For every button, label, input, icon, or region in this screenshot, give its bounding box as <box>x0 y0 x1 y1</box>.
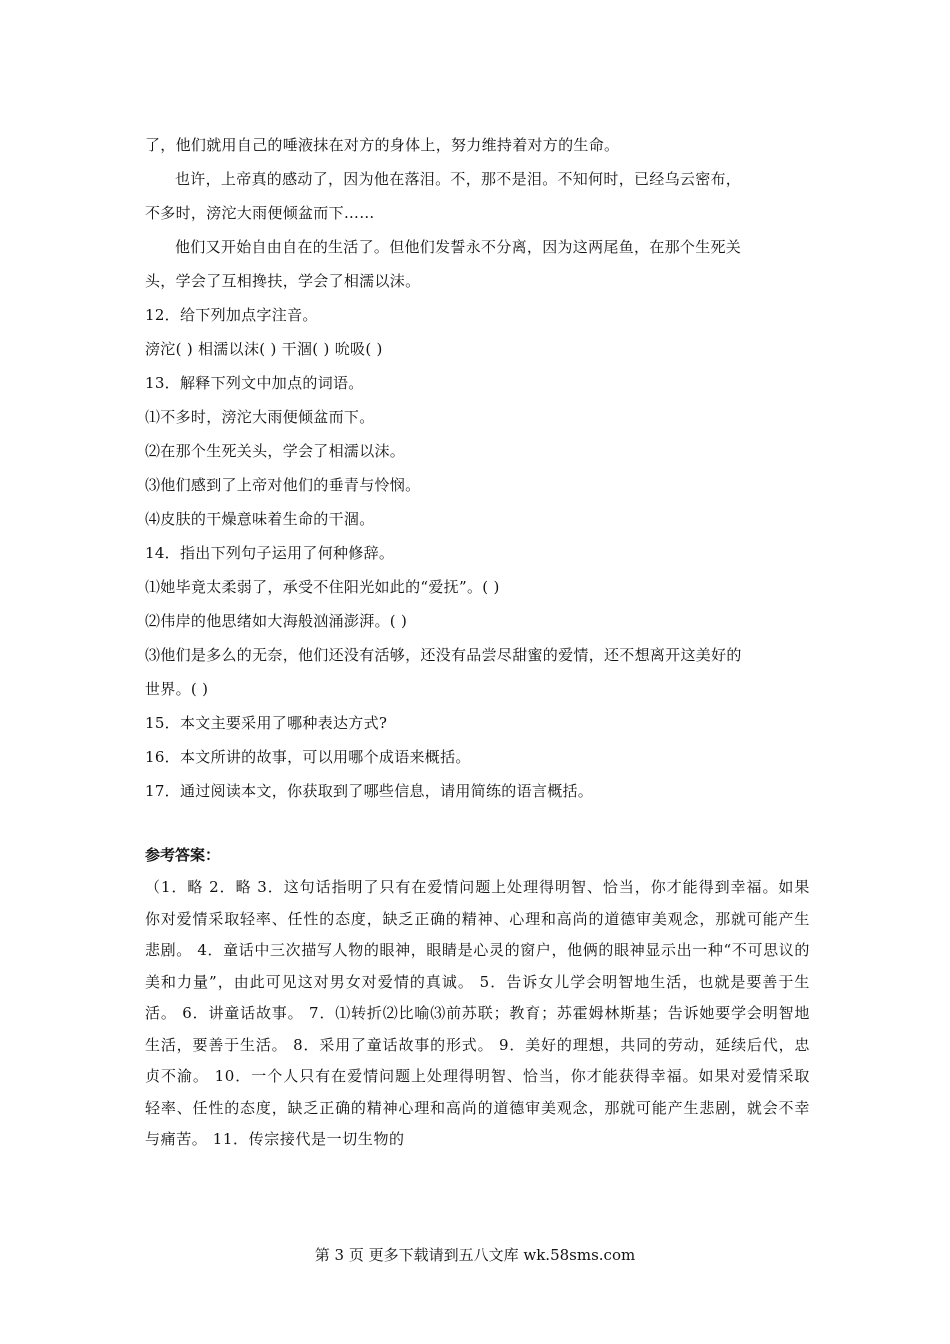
question-14-item-cont: 世界。( ) <box>145 680 209 698</box>
answers-heading: 参考答案： <box>145 846 221 864</box>
question-12-items: 滂沱( ) 相濡以沫( ) 干涸( ) 吮吸( ) <box>145 340 383 358</box>
answers-text: （1．略 2．略 3．这句话指明了只有在爱情问题上处理得明智、恰当，你才能得到幸福。如果你对爱情采取轻率、任性的态度，缺乏正确的精神、心理和高尚的道德审美观念，那就可能产生悲剧。 4．童话中三次描写人物的眼神，眼睛是心灵的窗户，他俩的眼神显示出一种“不可思议的美和力量”，由此可见这对男女对爱情的真诚。 5．告诉女儿学会明智地生活，也就是要善于生活。 6．讲童话故事。 7．⑴转折⑵比喻⑶前苏联；教育；苏霍姆林斯基；告诉她要学会明智地生活，要善于生活。 8．采用了童话故事的形式。 9．美好的理想，共同的劳动，延续后代，忠贞不渝。 10．一个人只有在爱情问题上处理得明智、恰当，你才能获得幸福。如果对爱情采取轻率、任性的态度，缺乏正确的精神心理和高尚的道德审美观念，那就可能产生悲剧，就会不幸与痛苦。 11．传宗接代是一切生物的 <box>145 878 810 1148</box>
section-gap <box>145 808 810 838</box>
page-content <box>145 128 810 1156</box>
question-12: 12．给下列加点字注音。 <box>145 306 318 324</box>
question-15: 15．本文主要采用了哪种表达方式? <box>145 714 388 732</box>
question-13-item: ⑷皮肤的干燥意味着生命的干涸。 <box>145 510 375 528</box>
question-14-item: ⑵伟岸的他思绪如大海般汹涌澎湃。( ) <box>145 612 408 630</box>
story-line: 头，学会了互相搀扶，学会了相濡以沫。 <box>145 272 421 290</box>
story-line: 他们又开始自由自在的生活了。但他们发誓永不分离，因为这两尾鱼，在那个生死关 <box>175 238 742 256</box>
question-13-item: ⑶他们感到了上帝对他们的垂青与怜悯。 <box>145 476 421 494</box>
story-line: 也许，上帝真的感动了，因为他在落泪。不，那不是泪。不知何时，已经乌云密布， <box>175 170 742 188</box>
question-14-item: ⑶他们是多么的无奈，他们还没有活够，还没有品尝尽甜蜜的爱情，还不想离开这美好的 <box>145 646 742 664</box>
question-17: 17．通过阅读本文，你获取到了哪些信息，请用简练的语言概括。 <box>145 782 594 800</box>
page-footer: 第 3 页 更多下载请到五八文库 wk.58sms.com <box>314 1246 636 1264</box>
question-13-item: ⑴不多时，滂沱大雨便倾盆而下。 <box>145 408 375 426</box>
question-14: 14．指出下列句子运用了何种修辞。 <box>145 544 395 562</box>
question-13-item: ⑵在那个生死关头，学会了相濡以沫。 <box>145 442 406 460</box>
question-16: 16．本文所讲的故事，可以用哪个成语来概括。 <box>145 748 471 766</box>
story-line: 了，他们就用自己的唾液抹在对方的身体上，努力维持着对方的生命。 <box>145 136 620 154</box>
question-13: 13．解释下列文中加点的词语。 <box>145 374 364 392</box>
story-line: 不多时，滂沱大雨便倾盆而下…… <box>145 204 375 222</box>
question-14-item: ⑴她毕竟太柔弱了，承受不住阳光如此的“爱抚”。( ) <box>145 578 500 596</box>
